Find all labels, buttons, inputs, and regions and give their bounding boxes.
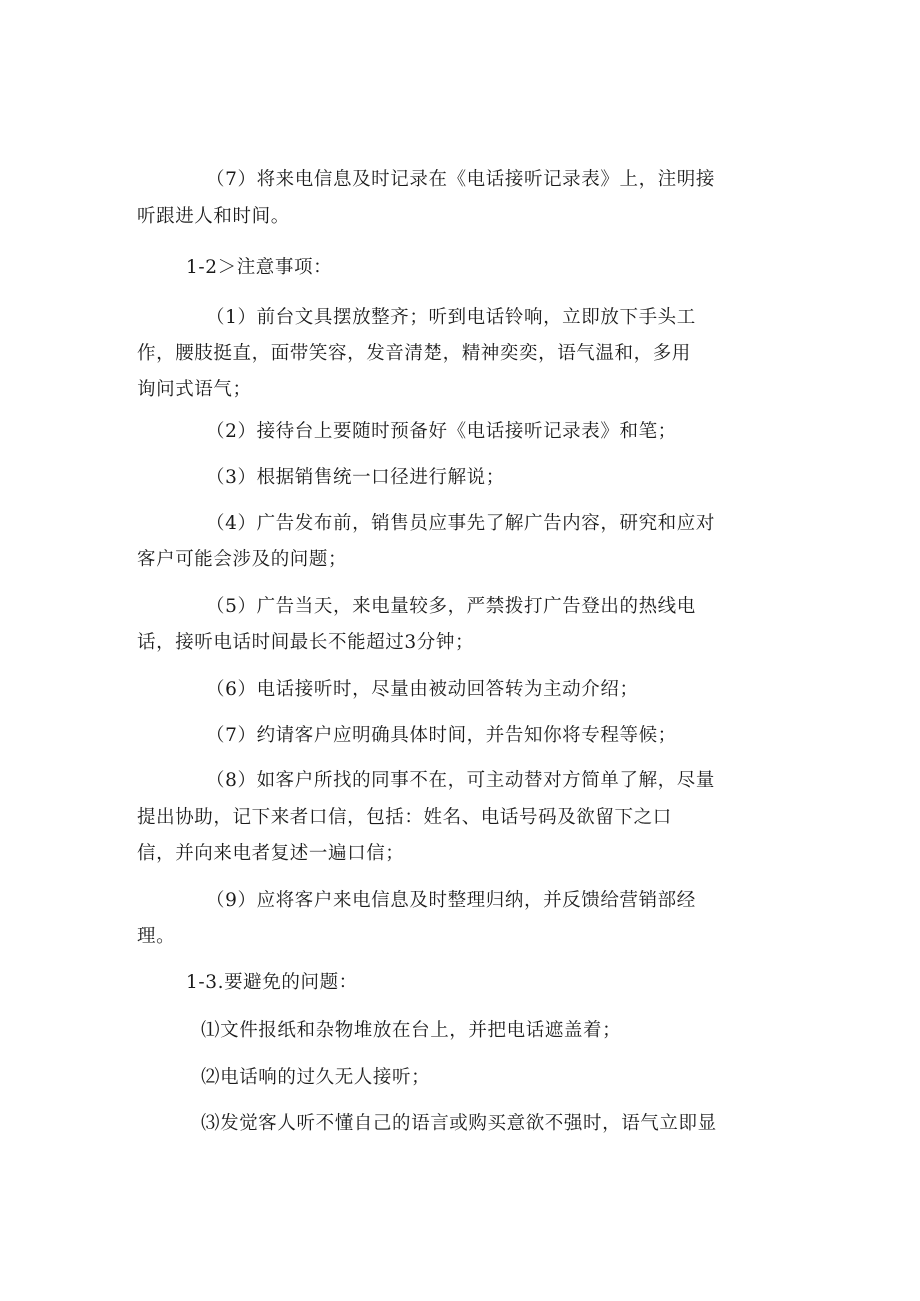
section-heading: 1-3.要避免的问题： bbox=[186, 972, 358, 993]
text-line: （7）将来电信息及时记录在《电话接听记录表》上，注明接 bbox=[206, 169, 715, 190]
text-line: 客户可能会涉及的问题； bbox=[137, 549, 348, 570]
list-item: ⑶发觉客人听不懂自己的语言或购买意欲不强时，语气立即显 bbox=[201, 1113, 717, 1134]
list-item: ⑴文件报纸和杂物堆放在台上，并把电话遮盖着； bbox=[201, 1020, 622, 1041]
text-line: （2）接待台上要随时预备好《电话接听记录表》和笔； bbox=[206, 421, 677, 442]
text-line: （5）广告当天，来电量较多，严禁拨打广告登出的热线电 bbox=[206, 596, 696, 617]
text-line: 询问式语气； bbox=[137, 379, 252, 400]
text-line: 信，并向来电者复述一遍口信； bbox=[137, 843, 405, 864]
text-line: （1）前台文具摆放整齐；听到电话铃响，立即放下手头工 bbox=[206, 307, 696, 328]
text-line: 作，腰肢挺直，面带笑容，发音清楚，精神奕奕，语气温和，多用 bbox=[137, 343, 691, 364]
text-line: （4）广告发布前，销售员应事先了解广告内容，研究和应对 bbox=[206, 513, 715, 534]
text-line: 提出协助，记下来者口信，包括：姓名、电话号码及欲留下之口 bbox=[137, 807, 672, 828]
text-line: （6）电话接听时，尽量由被动回答转为主动介绍； bbox=[206, 679, 639, 700]
list-item: ⑵电话响的过久无人接听； bbox=[201, 1067, 431, 1088]
text-line: （9）应将客户来电信息及时整理归纳，并反馈给营销部经 bbox=[206, 890, 696, 911]
text-line: （3）根据销售统一口径进行解说； bbox=[206, 467, 505, 488]
text-line: 话，接听电话时间最长不能超过3分钟； bbox=[137, 632, 475, 653]
text-line: （7）约请客户应明确具体时间，并告知你将专程等候； bbox=[206, 725, 677, 746]
section-heading: 1-2＞注意事项： bbox=[186, 257, 333, 278]
text-line: 理。 bbox=[137, 926, 176, 947]
text-line: （8）如客户所找的同事不在，可主动替对方简单了解，尽量 bbox=[206, 770, 715, 791]
text-line: 听跟进人和时间。 bbox=[137, 206, 290, 227]
